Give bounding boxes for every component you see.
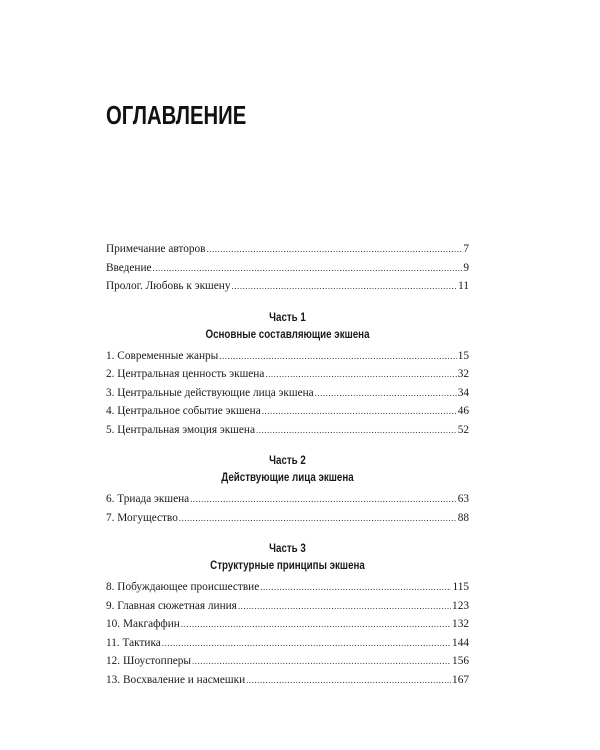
toc-entry[interactable] bbox=[106, 421, 469, 440]
part-3-section bbox=[106, 541, 469, 689]
toc-entry[interactable] bbox=[106, 402, 469, 421]
toc-entry-page: 123 bbox=[452, 599, 469, 612]
toc-entry-page: 9 bbox=[463, 261, 469, 274]
part-heading: Часть 1 bbox=[269, 311, 306, 324]
dot-leader bbox=[192, 652, 451, 671]
toc-entry[interactable] bbox=[106, 671, 469, 690]
part-heading: Часть 3 bbox=[269, 543, 306, 555]
toc-entry-title: Пролог. Любовь к экшену bbox=[106, 280, 231, 292]
dot-leader bbox=[181, 615, 451, 634]
toc-entry-page: 34 bbox=[457, 386, 469, 399]
dot-leader bbox=[260, 578, 451, 597]
toc-entry-title: 5. Центральная эмоция экшена bbox=[106, 423, 255, 436]
toc-entry-page: 63 bbox=[457, 493, 469, 505]
intro-entries bbox=[106, 240, 469, 296]
toc-entry[interactable] bbox=[106, 652, 469, 671]
toc-entry[interactable] bbox=[106, 347, 469, 366]
dot-leader bbox=[231, 277, 457, 296]
toc-entry[interactable] bbox=[106, 615, 469, 634]
part-subtitle: Структурные принципы экшена bbox=[210, 560, 365, 572]
dot-leader bbox=[179, 509, 457, 528]
part-2-section bbox=[106, 453, 469, 527]
toc-entry-title: Примечание авторов bbox=[106, 243, 206, 255]
toc-entry[interactable] bbox=[106, 384, 469, 403]
toc-entry-page: 88 bbox=[457, 511, 469, 524]
toc-entry-page: 11 bbox=[458, 280, 469, 292]
toc-entry-page: 132 bbox=[452, 618, 469, 630]
toc-entry-title: 8. Побуждающее происшествие bbox=[106, 581, 260, 593]
dot-leader bbox=[153, 259, 463, 278]
toc-entry-title: 4. Центральное событие экшена bbox=[106, 405, 261, 417]
dot-leader bbox=[256, 421, 457, 440]
toc-entry[interactable] bbox=[106, 240, 469, 259]
part-subtitle: Действующие лица экшена bbox=[221, 472, 354, 484]
part-subtitle: Основные составляющие экшена bbox=[205, 328, 370, 341]
toc-entry-page: 115 bbox=[452, 581, 469, 593]
page-title: ОГЛАВЛЕНИЕ bbox=[106, 100, 247, 130]
dot-leader bbox=[162, 634, 451, 653]
toc-entry-title: 6. Триада экшена bbox=[106, 493, 190, 505]
toc-entry-title: 12. Шоустопперы bbox=[106, 655, 192, 667]
toc-entry-title: Введение bbox=[106, 261, 152, 274]
dot-leader bbox=[265, 365, 456, 384]
part-1-section bbox=[106, 310, 469, 440]
toc-entry-page: 156 bbox=[452, 655, 469, 667]
dot-leader bbox=[238, 597, 451, 616]
dot-leader bbox=[315, 384, 457, 403]
toc-entry-page: 32 bbox=[457, 368, 469, 380]
toc-entry[interactable] bbox=[106, 490, 469, 509]
toc-entry[interactable] bbox=[106, 578, 469, 597]
dot-leader bbox=[246, 671, 451, 690]
toc-entry-title: 3. Центральные действующие лица экшена bbox=[106, 386, 314, 399]
toc-entry[interactable] bbox=[106, 509, 469, 528]
toc-entry-title: 10. Макгаффин bbox=[106, 618, 180, 630]
toc-entry-page: 46 bbox=[457, 405, 469, 417]
toc-entry-page: 144 bbox=[452, 636, 469, 649]
toc-entry[interactable] bbox=[106, 634, 469, 653]
toc-entry[interactable] bbox=[106, 365, 469, 384]
toc-entry[interactable] bbox=[106, 259, 469, 278]
toc-entry-title: 2. Центральная ценность экшена bbox=[106, 368, 265, 380]
dot-leader bbox=[190, 490, 457, 509]
toc-entry-page: 52 bbox=[457, 423, 469, 436]
table-of-contents bbox=[106, 240, 469, 689]
dot-leader bbox=[207, 240, 463, 259]
toc-entry-title: 13. Восхваление и насмешки bbox=[106, 673, 246, 686]
toc-entry-title: 9. Главная сюжетная линия bbox=[106, 599, 237, 612]
toc-entry-page: 167 bbox=[452, 673, 469, 686]
toc-entry-title: 1. Современные жанры bbox=[106, 349, 219, 362]
dot-leader bbox=[219, 347, 456, 366]
toc-entry-title: 7. Могущество bbox=[106, 511, 178, 524]
toc-entry[interactable] bbox=[106, 597, 469, 616]
toc-entry-page: 7 bbox=[463, 243, 469, 255]
dot-leader bbox=[262, 402, 457, 421]
toc-entry[interactable] bbox=[106, 277, 469, 296]
toc-entry-page: 15 bbox=[457, 349, 469, 362]
toc-entry-title: 11. Тактика bbox=[106, 636, 161, 649]
part-heading: Часть 2 bbox=[269, 455, 306, 467]
